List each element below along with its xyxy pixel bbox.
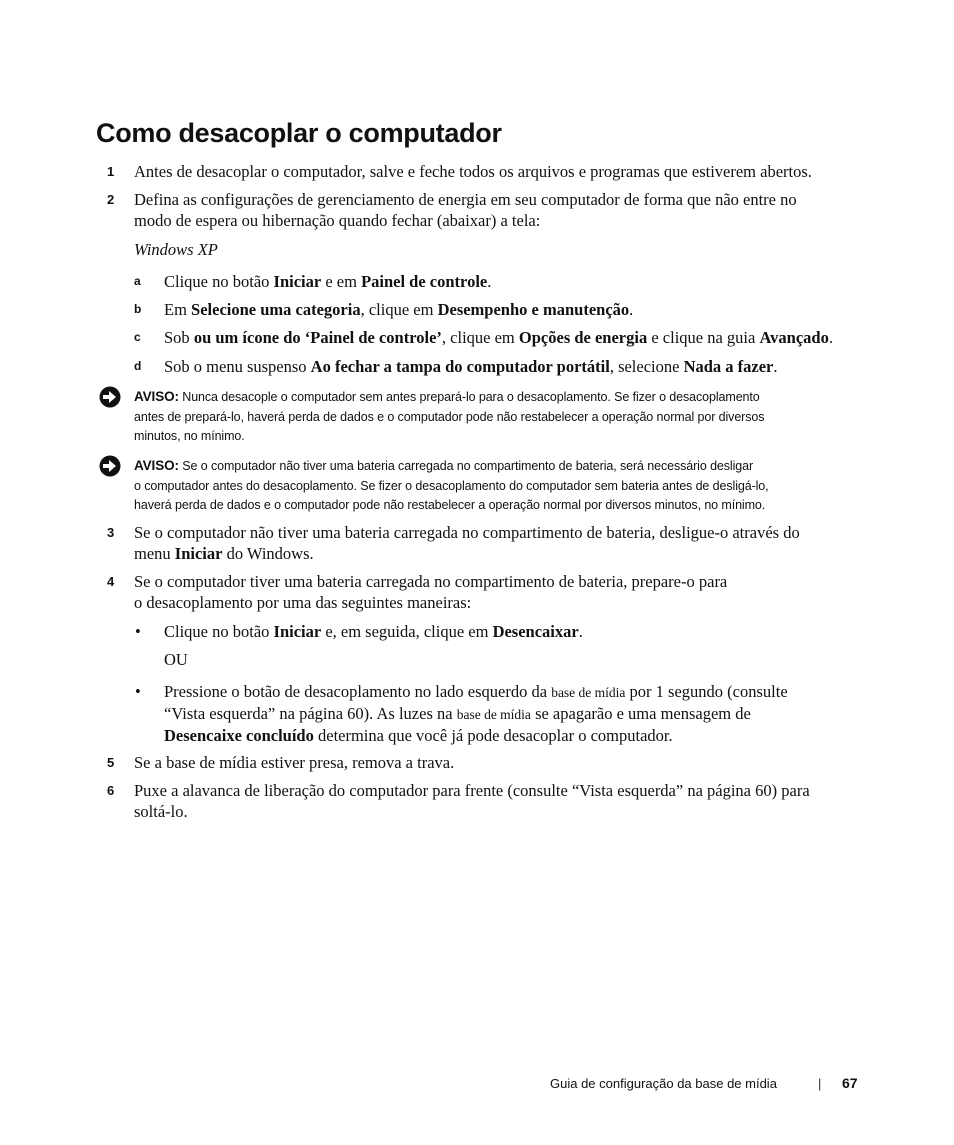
text: Se o computador não tiver uma bateria carregada no compartimento de bateria, será necessário desligar [178, 459, 754, 473]
step-text [134, 571, 864, 613]
bullet-text [164, 621, 864, 642]
text: . [487, 272, 492, 291]
text: , selecione [609, 357, 684, 376]
step-number: 1 [107, 164, 115, 179]
text: . [629, 300, 634, 319]
substep-letter: a [134, 274, 141, 288]
text: . [828, 328, 833, 347]
menu-term: Desencaixe concluído [164, 726, 314, 745]
text: se apagarão e uma mensagem de [530, 704, 751, 723]
text: base de mídia [456, 707, 531, 722]
text: do Windows. [222, 544, 314, 563]
os-label: Windows XP [134, 240, 218, 259]
text: , clique em [360, 300, 438, 319]
footer-guide-title: Guia de configuração da base de mídia [550, 1076, 777, 1091]
text: . [773, 357, 778, 376]
bullet-text [164, 681, 864, 746]
menu-term: Avançado [759, 328, 829, 347]
text-line: soltá-lo. [134, 802, 188, 821]
text-line: Defina as configurações de gerenciamento de energia em seu computador de forma que não entre no [134, 190, 797, 209]
substep-text [164, 271, 864, 292]
text-line: haverá perda de dados e o computador pode não restabelecer a operação normal por diversos minutos, no mínimo. [134, 498, 766, 512]
step-text: Se a base de mídia estiver presa, remova a trava. [134, 753, 455, 772]
text-line: Se o computador não tiver uma bateria carregada no compartimento de bateria, desligue-o através do [134, 523, 800, 542]
text: , clique em [441, 328, 519, 347]
text-line [134, 543, 864, 564]
menu-term: Iniciar [273, 272, 322, 291]
menu-term: Desempenho e manutenção [437, 300, 630, 319]
text: Pressione o botão de desacoplamento no lado esquerdo da [164, 682, 552, 701]
step-number: 5 [107, 755, 115, 770]
substep-letter: c [134, 330, 141, 344]
text: “Vista esquerda” na página 60). As luzes na [164, 704, 457, 723]
step-text [134, 780, 864, 822]
notice-label: AVISO: [134, 389, 179, 404]
bullet-mark: • [135, 622, 141, 641]
text: e em [321, 272, 362, 291]
text-line: modo de espera ou hibernação quando fechar (abaixar) a tela: [134, 211, 541, 230]
footer-separator: | [818, 1076, 822, 1091]
text: Nunca desacople o computador sem antes prepará-lo para o desacoplamento. Se fizer o desacoplamento [178, 390, 760, 404]
text-line: Puxe a alavanca de liberação do computador para frente (consulte “Vista esquerda” na página 60) para [134, 781, 810, 800]
menu-term: Nada a fazer [683, 357, 774, 376]
substep-text [164, 327, 864, 348]
step-text [134, 189, 864, 231]
text: Clique no botão [164, 272, 274, 291]
notice-arrow-icon [99, 455, 121, 477]
step-text: Antes de desacoplar o computador, salve e feche todos os arquivos e programas que estiverem abertos. [134, 162, 812, 181]
text-line [164, 703, 864, 725]
step-number: 2 [107, 192, 115, 207]
text-line: o desacoplamento por uma das seguintes maneiras: [134, 593, 472, 612]
menu-term: Ao fechar a tampa do computador portátil [310, 357, 610, 376]
text-line: Se o computador tiver uma bateria carregada no compartimento de bateria, prepare-o para [134, 572, 728, 591]
step-number: 6 [107, 783, 115, 798]
text: Sob o menu suspenso [164, 357, 311, 376]
text-line [134, 387, 862, 408]
text: base de mídia [551, 685, 626, 700]
text-line: o computador antes do desacoplamento. Se fizer o desacoplamento do computador sem bateria antes de desligá-lo, [134, 478, 769, 493]
text: Clique no botão [164, 622, 274, 641]
text: . [578, 622, 583, 641]
text-line: minutos, no mínimo. [134, 429, 245, 443]
menu-term: Iniciar [174, 544, 223, 563]
menu-term: Desencaixar [492, 622, 579, 641]
menu-term: ou um ícone do ‘Painel de controle’ [193, 328, 442, 347]
text-line [164, 681, 864, 703]
text: Em [164, 300, 192, 319]
page-title: Como desacoplar o computador [96, 118, 502, 148]
text-line: antes de prepará-lo, haverá perda de dados e o computador pode não restabelecer a operação normal por diversos [134, 409, 765, 424]
substep-text [164, 356, 864, 377]
text: por 1 segundo (consulte [625, 682, 788, 701]
text: e, em seguida, clique em [321, 622, 493, 641]
text: Sob [164, 328, 194, 347]
text: determina que você já pode desacoplar o computador. [313, 726, 673, 745]
page-number: 67 [842, 1075, 858, 1091]
bullet-mark: • [135, 682, 141, 701]
menu-term: Iniciar [273, 622, 322, 641]
notice-text [134, 387, 862, 447]
step-number: 4 [107, 574, 115, 589]
step-text [134, 522, 864, 564]
notice-text [134, 456, 862, 516]
substep-letter: b [134, 302, 142, 316]
substep-text [164, 299, 864, 320]
or-separator: OU [164, 650, 188, 669]
text: e clique na guia [647, 328, 760, 347]
step-number: 3 [107, 525, 115, 540]
menu-term: Selecione uma categoria [191, 300, 361, 319]
text-line [164, 725, 864, 746]
notice-arrow-icon [99, 386, 121, 408]
notice-label: AVISO: [134, 458, 179, 473]
text-line [134, 456, 862, 477]
menu-term: Opções de energia [518, 328, 648, 347]
text: menu [134, 544, 175, 563]
substep-letter: d [134, 359, 142, 373]
menu-term: Painel de controle [361, 272, 488, 291]
